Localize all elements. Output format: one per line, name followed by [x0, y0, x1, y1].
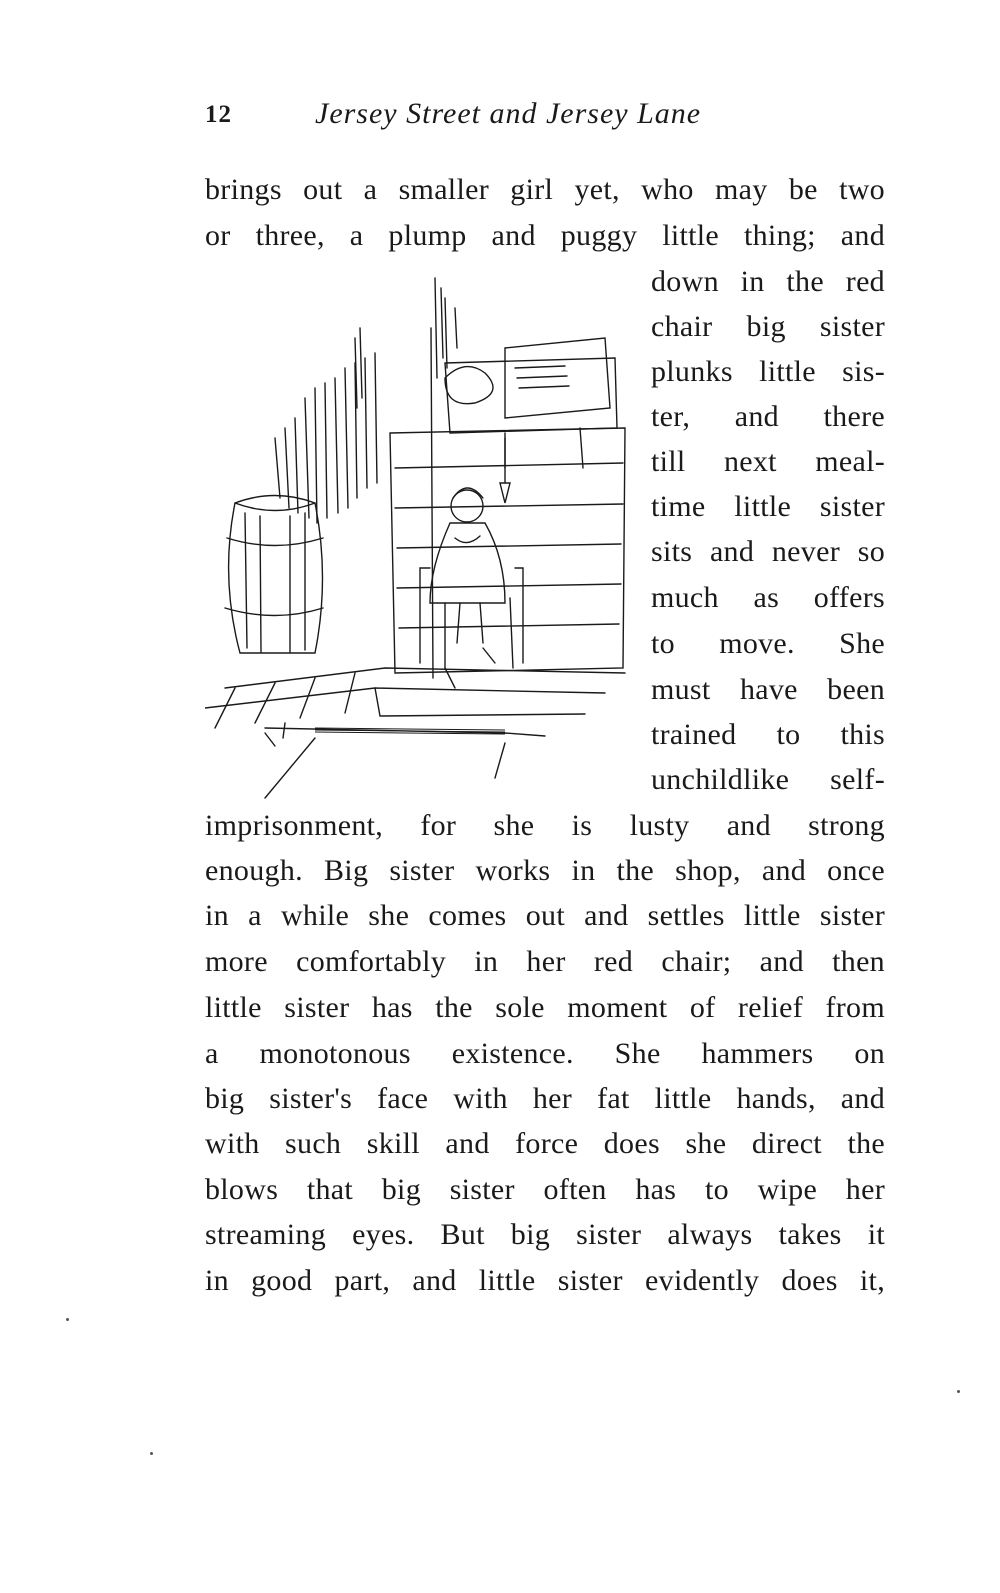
text-line: ter, and there — [651, 400, 885, 433]
text-line: down in the red — [651, 265, 885, 298]
paper-speck — [66, 1318, 69, 1321]
text-line: in good part, and little sister evidently does it, — [205, 1264, 885, 1297]
text-line: unchildlike self- — [651, 763, 885, 796]
text-line: plunks little sis- — [651, 355, 885, 388]
text-line: more comfortably in her red chair; and then — [205, 945, 885, 978]
text-line: or three, a plump and puggy little thing; and — [205, 219, 885, 252]
little-girl-in-chair-illustration — [205, 268, 635, 803]
text-line: till next meal- — [651, 445, 885, 478]
text-line: with such skill and force does she direct the — [205, 1127, 885, 1160]
text-line: trained to this — [651, 718, 885, 751]
text-line: sits and never so — [651, 535, 885, 568]
text-line: big sister's face with her fat little hands, and — [205, 1082, 885, 1115]
paper-speck — [150, 1452, 153, 1455]
text-line: time little sister — [651, 490, 885, 523]
text-line: streaming eyes. But big sister always takes it — [205, 1218, 885, 1251]
text-line: must have been — [651, 673, 885, 706]
text-line: chair big sister — [651, 310, 885, 343]
text-line: blows that big sister often has to wipe her — [205, 1173, 885, 1206]
paper-speck — [957, 1390, 960, 1393]
text-line: in a while she comes out and settles little sister — [205, 899, 885, 932]
page-number: 12 — [205, 101, 232, 128]
text-line: much as offers — [651, 581, 885, 614]
running-title: Jersey Street and Jersey Lane — [315, 97, 702, 130]
text-line: to move. She — [651, 627, 885, 660]
text-line: imprisonment, for she is lusty and strong — [205, 809, 885, 842]
text-line: a monotonous existence. She hammers on — [205, 1037, 885, 1070]
running-head — [205, 97, 885, 141]
text-line: little sister has the sole moment of relief from — [205, 991, 885, 1024]
text-line: enough. Big sister works in the shop, and once — [205, 854, 885, 887]
text-line: brings out a smaller girl yet, who may be two — [205, 173, 885, 206]
